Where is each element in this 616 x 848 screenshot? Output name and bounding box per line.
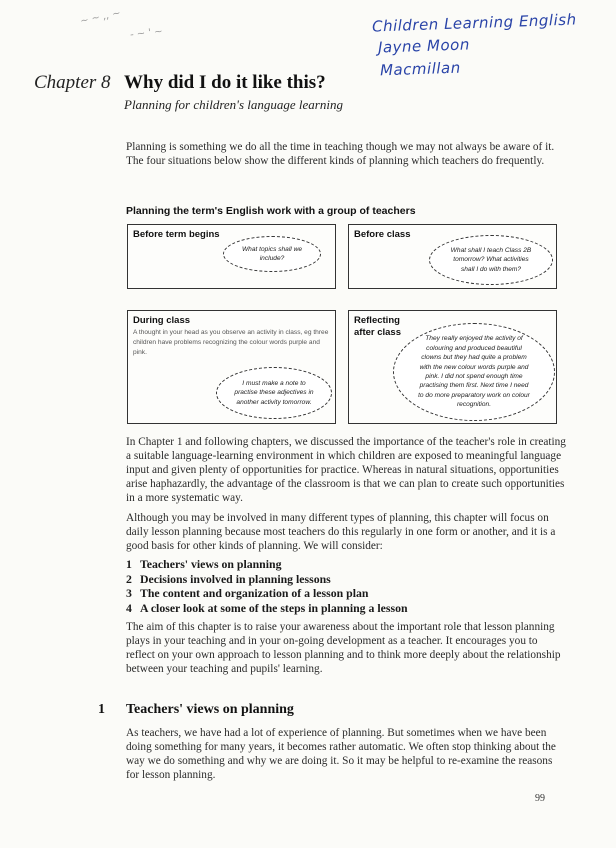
topic-number: 4 <box>126 600 132 615</box>
body-paragraph: In Chapter 1 and following chapters, we discussed the importance of the teacher's role in creating a suitable language-learning environment in which children are exposed to meaningful language input and given plenty of opportunities for practice. Whereas in natural situations, opportunities arise haphazardly, the advantage of the classroom is that we can plan to create such opportunities in a more systematic way. <box>126 436 566 504</box>
topic-item <box>126 601 408 616</box>
body-paragraph: The aim of this chapter is to raise your awareness about the important role that lesson planning plays in your teaching and in your on-going development as a teacher. It encourages you to reflect on your own approach to lesson planning and to think more deeply about the relationship between your teaching and pupils' learning. <box>126 621 561 675</box>
section-number: 1 <box>98 702 105 717</box>
figure-title: Planning the term's English work with a group of teachers <box>126 205 416 217</box>
handwritten-note-line: Macmillan <box>379 58 461 80</box>
figure-panel <box>127 310 336 424</box>
margin-scribble: - ~ ' ~ <box>129 26 164 41</box>
topic-text: Teachers' views on planning <box>140 557 282 571</box>
speech-bubble: I must make a note to practise these adjectives in another activity tomorrow. <box>216 367 332 419</box>
margin-scribble: ~ ~ ,, ~ <box>79 7 122 28</box>
handwritten-note-line: Jayne Moon <box>377 35 471 57</box>
chapter-subtitle: Planning for children's language learning <box>124 97 343 112</box>
page-number: 99 <box>535 793 545 804</box>
topic-text: The content and organization of a lesson plan <box>140 586 369 600</box>
topic-text: A closer look at some of the steps in planning a lesson <box>140 600 408 615</box>
topic-item <box>126 586 408 601</box>
figure-panel <box>127 224 336 289</box>
figure-panel <box>348 224 557 289</box>
topic-item <box>126 557 408 572</box>
topic-number: 1 <box>126 557 132 571</box>
figure-panel <box>348 310 557 424</box>
intro-paragraph: Planning is something we do all the time in teaching though we may not always be aware of it. The four situations below show the different kinds of planning which teachers do frequently. <box>126 141 555 167</box>
panel-title: During class <box>133 315 191 326</box>
speech-bubble: What topics shall we include? <box>223 236 321 272</box>
topic-text: Decisions involved in planning lessons <box>140 571 331 586</box>
topic-item <box>126 572 408 587</box>
topic-list <box>126 557 408 615</box>
chapter-label: Chapter 8 <box>34 72 111 93</box>
topic-number: 2 <box>126 571 132 586</box>
body-paragraph: As teachers, we have had a lot of experience of planning. But sometimes when we have been doing something for many years, it becomes rather automatic. We often stop thinking about the way we do something and why we are doing it. So it may be helpful to re-examine the reasons for lesson planning. <box>126 727 556 781</box>
section-title: Teachers' views on planning <box>126 702 294 717</box>
body-paragraph: Although you may be involved in many different types of planning, this chapter will focus on daily lesson planning because most teachers do this regularly in one form or another, and it is a good basis for other kinds of planning. We will consider: <box>126 512 556 552</box>
chapter-title: Why did I do it like this? <box>124 72 326 93</box>
panel-title: Before class <box>354 229 411 240</box>
speech-bubble: What shall I teach Class 2B tomorrow? What activities shall I do with them? <box>429 235 553 285</box>
speech-bubble: They really enjoyed the activity of colouring and produced beautiful clowns but they had quite a problem with the new colour words purple and pink. I did not spend enough time practising them first. Next time I need to do more preparatory work on colour recognition. <box>393 323 555 421</box>
handwritten-note-line: Children Learning English <box>371 10 577 36</box>
topic-number: 3 <box>126 586 132 600</box>
panel-description: A thought in your head as you observe an activity in class, eg three children have problems recognizing the colour words purple and pink. <box>133 329 329 356</box>
panel-title: Before term begins <box>133 229 220 240</box>
panel-title: Reflecting after class <box>354 315 402 338</box>
